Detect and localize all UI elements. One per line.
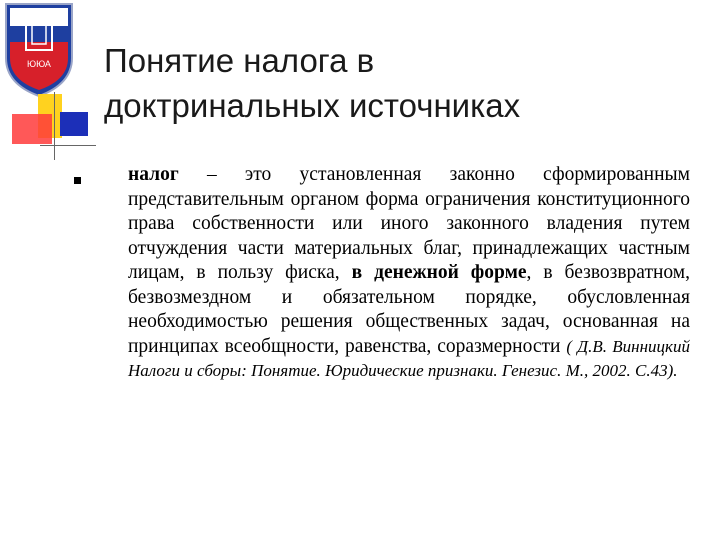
- bullet-marker: [74, 177, 81, 184]
- definition-paragraph: [128, 163, 690, 384]
- horizontal-rule: [40, 145, 96, 146]
- vertical-rule: [54, 92, 55, 160]
- slide-title-line-1: Понятие налога в: [104, 42, 375, 79]
- emblem-label: ЮЮА: [27, 59, 51, 69]
- university-emblem: [0, 0, 78, 100]
- term-text: налог: [128, 164, 179, 185]
- blue-square: [60, 112, 88, 136]
- slide-title: [104, 38, 704, 128]
- emphasis-text: в денежной форме: [351, 262, 527, 283]
- slide-title-line-2: доктринальных источниках: [104, 87, 521, 124]
- citation-text: ( Д.В. Винницкий Налоги и сборы: Понятие. Юридические признаки. Генезис. М., 2002. С.43).: [128, 336, 690, 380]
- red-square: [12, 114, 52, 144]
- definition-text-part-2: , в безвозвратном, безвозмездном и обязательном порядке, обусловленная необходимостью решения общественных задач, основанная на принципах всеобщности, равенства, соразмерности: [128, 262, 691, 357]
- definition-text-part-1: – это установленная законно сформированным представительным органом форма ограничения конституционного права собственности или иного законного владения путем отчуждения части материальных благ, принадлежащих частным лицам, в пользу фиска,: [128, 164, 690, 283]
